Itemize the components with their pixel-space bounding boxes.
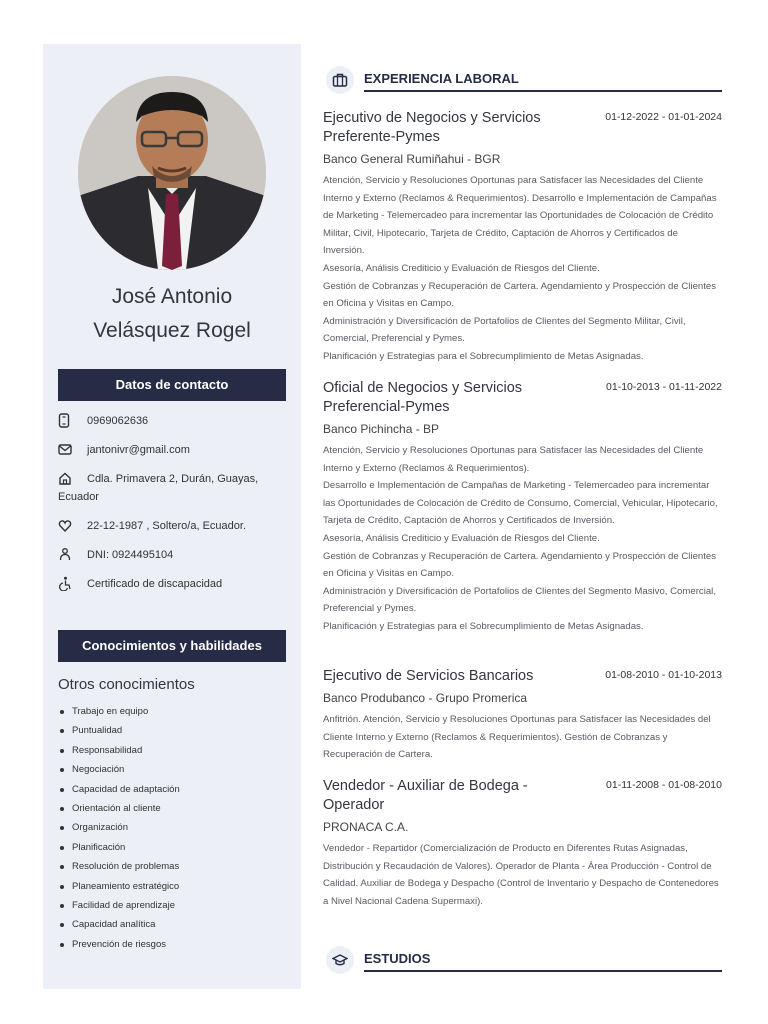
- person-name: [43, 280, 301, 348]
- education-heading: ESTUDIOS: [364, 951, 431, 966]
- briefcase-icon: [326, 66, 354, 94]
- contact-birth-text: 22-12-1987 , Soltero/a, Ecuador.: [87, 520, 246, 532]
- job-dates: 01-12-2022 - 01-01-2024: [605, 111, 722, 123]
- section-divider: [364, 90, 722, 92]
- profile-photo-illustration: [78, 76, 266, 270]
- name-line-2: Velásquez Rogel: [93, 319, 251, 342]
- contact-birth: [58, 517, 290, 535]
- job-company: PRONACA C.A.: [323, 820, 409, 834]
- job-dates: 01-11-2008 - 01-08-2010: [606, 779, 722, 791]
- skill-item: Facilidad de aprendizaje: [58, 896, 180, 915]
- job-description: Atención, Servicio y Resoluciones Oportunas para Satisfacer las Necesidades del Cliente Interno y Externo (Reclamos & Requerimientos). Desarrollo e Implementación de Campañas de Marketing - Telemercadeo para incrementar las Oportunidades de Colocación de Crédito Militar, Civil, Hipotecario, Tarjeta de Crédito, Captación de Ahorros y Certificados de Inversión. Asesoría, Análisis Crediticio y Evaluación de Riesgos del Cliente. Gestión de Cobranzas y Recuperación de Cartera. Agendamiento y Prospección de Clientes en Oficina y Visitas en Campo. Administración y Diversificación de Portafolios de Clientes del Segmento Militar, Civil, Comercial, Preferencial y Pymes. Planificación y Estrategias para el Sobrecumplimiento de Metas Asignadas.: [323, 175, 717, 362]
- graduation-cap-icon: [326, 946, 354, 974]
- profile-photo: [78, 76, 266, 270]
- job-description: Atención, Servicio y Resoluciones Oportunas para Satisfacer las Necesidades del Cliente Interno y Externo (Reclamos & Requerimientos). Desarrollo e Implementación de Campañas de Marketing - Telemercadeo para incrementar las Oportunidades de Colocación de Crédito de Consumo, Comercial, Vehicular, Hipotecario, Tarjeta de Crédito, Captación de Ahorros y Certificados de Inversión. Asesoría, Análisis Crediticio y Evaluación de Riesgos del Cliente. Gestión de Cobranzas y Recuperación de Cartera. Agendamiento y Prospección de Clientes en Oficina y Visitas en Campo. Administración y Diversificación de Portafolios de Clientes del Segmento Masivo, Comercial, Preferencial y Pymes. Planificación y Estrategias para el Sobrecumplimiento de Metas Asignadas.: [323, 445, 718, 632]
- heart-icon: [58, 518, 72, 534]
- skill-item: Capacidad de adaptación: [58, 780, 180, 799]
- person-icon: [58, 547, 72, 563]
- contact-dni-text: DNI: 0924495104: [87, 549, 174, 561]
- contact-phone: [58, 412, 290, 430]
- mail-icon: [58, 442, 72, 458]
- education-section-header: [323, 946, 722, 974]
- job-entry: [323, 379, 722, 636]
- skills-subheading: Otros conocimientos: [58, 676, 195, 693]
- job-title: Vendedor - Auxiliar de Bodega - Operador: [323, 778, 528, 813]
- job-title: Ejecutivo de Negocios y Servicios Preferente-Pymes: [323, 110, 541, 145]
- contact-address: [58, 470, 290, 506]
- job-company: Banco Produbanco - Grupo Promerica: [323, 691, 528, 705]
- contact-email: [58, 441, 290, 459]
- skills-heading: Conocimientos y habilidades: [58, 630, 286, 662]
- contact-heading: Datos de contacto: [58, 369, 286, 401]
- contact-dni: [58, 546, 290, 564]
- skill-item: Organización: [58, 818, 180, 837]
- skill-item: Negociación: [58, 760, 180, 779]
- contact-phone-text: 0969062636: [87, 415, 149, 427]
- job-entry: [323, 109, 722, 366]
- job-description: Vendedor - Repartidor (Comercialización de Producto en Diferentes Rutas Asignadas, Distribución y Recaudación de Valores). Operador de Planta - Área Producción - Control de Calidad. Auxiliar de Bodega y Despacho (Control de Inventario y Despacho de Contenedores a Nivel Nacional Cadena Supermaxi).: [323, 843, 719, 907]
- job-dates: 01-10-2013 - 01-11-2022: [606, 381, 722, 393]
- skill-item: Planeamiento estratégico: [58, 877, 180, 896]
- contact-disability-text: Certificado de discapacidad: [87, 578, 223, 590]
- accessibility-icon: [58, 576, 72, 592]
- section-divider: [364, 970, 722, 972]
- skill-item: Trabajo en equipo: [58, 702, 180, 721]
- job-entry: [323, 777, 722, 910]
- skill-item: Puntualidad: [58, 721, 180, 740]
- experience-heading: EXPERIENCIA LABORAL: [364, 71, 519, 86]
- phone-icon: [58, 413, 72, 429]
- job-dates: 01-08-2010 - 01-10-2013: [605, 669, 722, 681]
- job-description: Anfitrión. Atención, Servicio y Resoluciones Oportunas para Satisfacer las Necesidades del Cliente Interno y Externo (Reclamos & Requerimientos). Gestión de Cobranzas y Recuperación de Cartera.: [323, 714, 711, 761]
- home-icon: [58, 471, 72, 487]
- contact-disability: [58, 575, 290, 593]
- contact-email-text: jantonivr@gmail.com: [87, 444, 190, 456]
- job-title: Ejecutivo de Servicios Bancarios: [323, 668, 534, 684]
- experience-section-header: [323, 66, 722, 94]
- sidebar: [43, 44, 301, 989]
- job-entry: [323, 667, 722, 764]
- skill-item: Capacidad analítica: [58, 915, 180, 934]
- job-company: Banco General Rumiñahui - BGR: [323, 152, 501, 166]
- contact-list: [58, 412, 290, 604]
- job-title: Oficial de Negocios y Servicios Preferencial-Pymes: [323, 380, 523, 415]
- skill-item: Planificación: [58, 838, 180, 857]
- skill-item: Orientación al cliente: [58, 799, 180, 818]
- skill-item: Prevención de riesgos: [58, 935, 180, 954]
- skill-item: Responsabilidad: [58, 741, 180, 760]
- job-company: Banco Pichincha - BP: [323, 422, 440, 436]
- name-line-1: José Antonio: [111, 285, 233, 308]
- contact-address-text: Cdla. Primavera 2, Durán, Guayas, Ecuador: [58, 473, 259, 503]
- skills-list: [58, 702, 180, 954]
- skill-item: Resolución de problemas: [58, 857, 180, 876]
